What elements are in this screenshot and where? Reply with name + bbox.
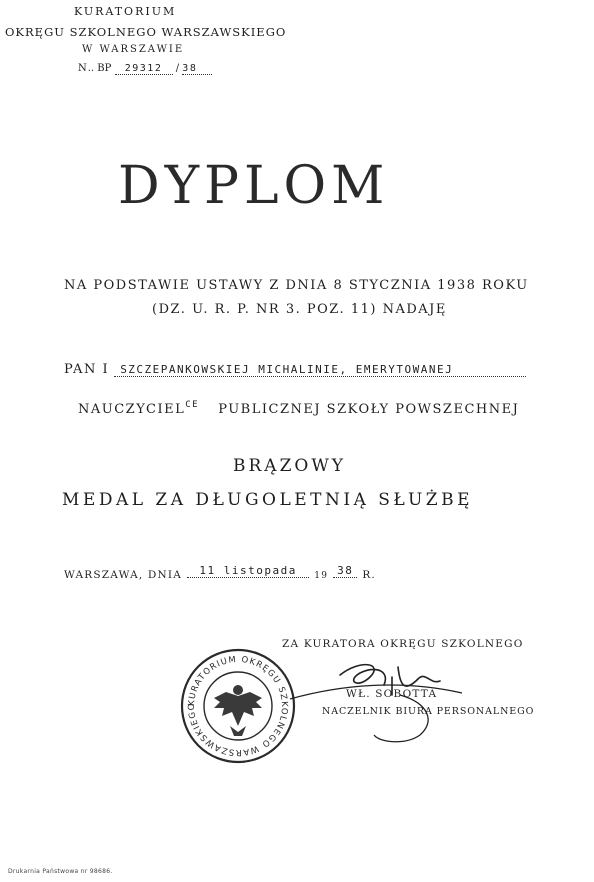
diploma-title: DYPLOM: [118, 156, 390, 216]
occupation-suffix: CE: [185, 400, 200, 410]
signature-for-line: ZA KURATORA OKRĘGU SZKOLNEGO: [282, 638, 524, 650]
award-name: MEDAL ZA DŁUGOLETNIĄ SŁUŻBĘ: [62, 490, 474, 510]
occupation-start: NAUCZYCIEL: [78, 402, 186, 417]
date-suffix: R.: [362, 569, 376, 581]
date-year-suffix: 38: [333, 564, 357, 578]
date-line: [64, 563, 376, 582]
eagle-icon: [214, 685, 262, 736]
date-prefix: WARSZAWA, DNIA: [64, 569, 183, 581]
recipient-prefix: PAN I: [64, 362, 110, 377]
header-line-3: W WARSZAWIE: [82, 44, 185, 55]
basis-line-2: (DZ. U. R. P. NR 3. POZ. 11) NADAJĘ: [152, 302, 447, 317]
recipient-name: SZCZEPANKOWSKIEJ MICHALINIE, EMERYTOWANEJ: [114, 363, 526, 377]
signatory-name: WŁ. SOBOTTA: [346, 688, 438, 700]
recipient-line: [64, 358, 526, 377]
ref-year: 38: [182, 63, 212, 75]
ref-prefix: N .. BP: [78, 63, 112, 74]
seal-text: KURATORIUM OKRĘGU SZKOLNEGO WARSZAWSKIEGO: [186, 654, 290, 758]
date-year-prefix: 19: [314, 571, 329, 581]
reference-number: [78, 63, 212, 75]
occupation-rest: PUBLICZNEJ SZKOŁY POWSZECHNEJ: [218, 402, 520, 417]
award-grade: BRĄZOWY: [233, 456, 347, 476]
signatory-role: NACZELNIK BIURA PERSONALNEGO: [322, 706, 535, 717]
handwritten-signature: [280, 655, 470, 745]
ref-number: 29312: [115, 63, 173, 75]
basis-line-1: NA PODSTAWIE USTAWY Z DNIA 8 STYCZNIA 1938 ROKU: [64, 278, 529, 293]
printer-imprint: Drukarnia Państwowa nr 98686.: [8, 868, 113, 875]
header-line-2: OKRĘGU SZKOLNEGO WARSZAWSKIEGO: [5, 25, 287, 39]
date-day-month: 11 listopada: [187, 564, 309, 578]
ref-separator: /: [175, 63, 180, 74]
occupation-line: [78, 398, 519, 417]
header-line-1: KURATORIUM: [74, 5, 177, 18]
